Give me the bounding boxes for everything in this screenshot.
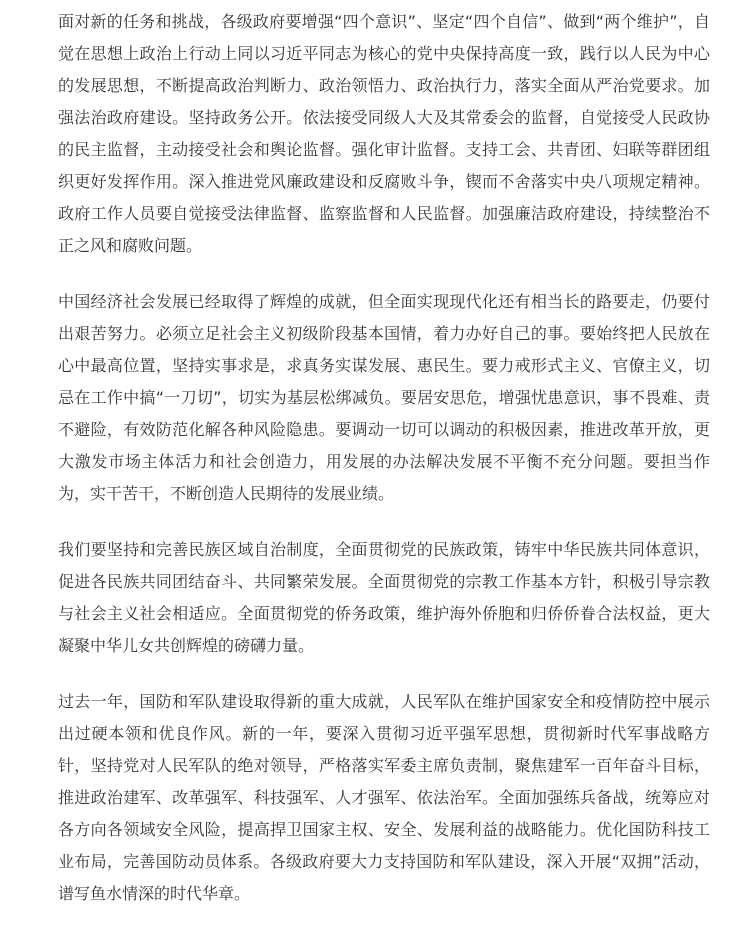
paragraph: 面对新的任务和挑战，各级政府要增强“四个意识”、坚定“四个自信”、做到“两个维护”，自觉在思想上政治上行动上同以习近平同志为核心的党中央保持高度一致，践行以人民为中心的发展思想，不断提高政治判断力、政治领悟力、政治执行力，落实全面从严治党要求。加强法治政府建设。坚持政务公开。依法接受同级人大及其常委会的监督，自觉接受人民政协的民主监督，主动接受社会和舆论监督。强化审计监督。支持工会、共青团、妇联等群团组织更好发挥作用。深入推进党风廉政建设和反腐败斗争，锲而不舍落实中央八项规定精神。政府工作人员要自觉接受法律监督、监察监督和人民监督。加强廉洁政府建设，持续整治不正之风和腐败问题。 [58,12,710,255]
paragraph: 过去一年，国防和军队建设取得新的重大成就，人民军队在维护国家安全和疫情防控中展示出过硬本领和优良作风。新的一年，要深入贯彻习近平强军思想，贯彻新时代军事战略方针，坚持党对人民军队的绝对领导，严格落实军委主席负责制，聚焦建军一百年奋斗目标，推进政治建军、改革强军、科技强军、人才强军、依法治军。全面加强练兵备战，统筹应对各方向各领域安全风险，提高捍卫国家主权、安全、发展利益的战略能力。优化国防科技工业布局，完善国防动员体系。各级政府要大力支持国防和军队建设，深入开展“双拥”活动，谱写鱼水情深的时代华章。 [58,692,710,903]
article-body [58,6,710,934]
paragraph: 中国经济社会发展已经取得了辉煌的成就，但全面实现现代化还有相当长的路要走，仍要付出艰苦努力。必须立足社会主义初级阶段基本国情，着力办好自己的事。要始终把人民放在心中最高位置，坚持实事求是，求真务实谋发展、惠民生。要力戒形式主义、官僚主义，切忌在工作中搞“一刀切”，切实为基层松绑减负。要居安思危，增强忧患意识，事不畏难、责不避险，有效防范化解各种风险隐患。要调动一切可以调动的积极因素，推进改革开放，更大激发市场主体活力和社会创造力，用发展的办法解决发展不平衡不充分问题。要担当作为，实干苦干，不断创造人民期待的发展业绩。 [58,292,710,503]
paragraph: 我们要坚持和完善民族区域自治制度，全面贯彻党的民族政策，铸牢中华民族共同体意识，促进各民族共同团结奋斗、共同繁荣发展。全面贯彻党的宗教工作基本方针，积极引导宗教与社会主义社会相适应。全面贯彻党的侨务政策，维护海外侨胞和归侨侨眷合法权益，更大凝聚中华儿女共创辉煌的磅礴力量。 [58,540,710,655]
